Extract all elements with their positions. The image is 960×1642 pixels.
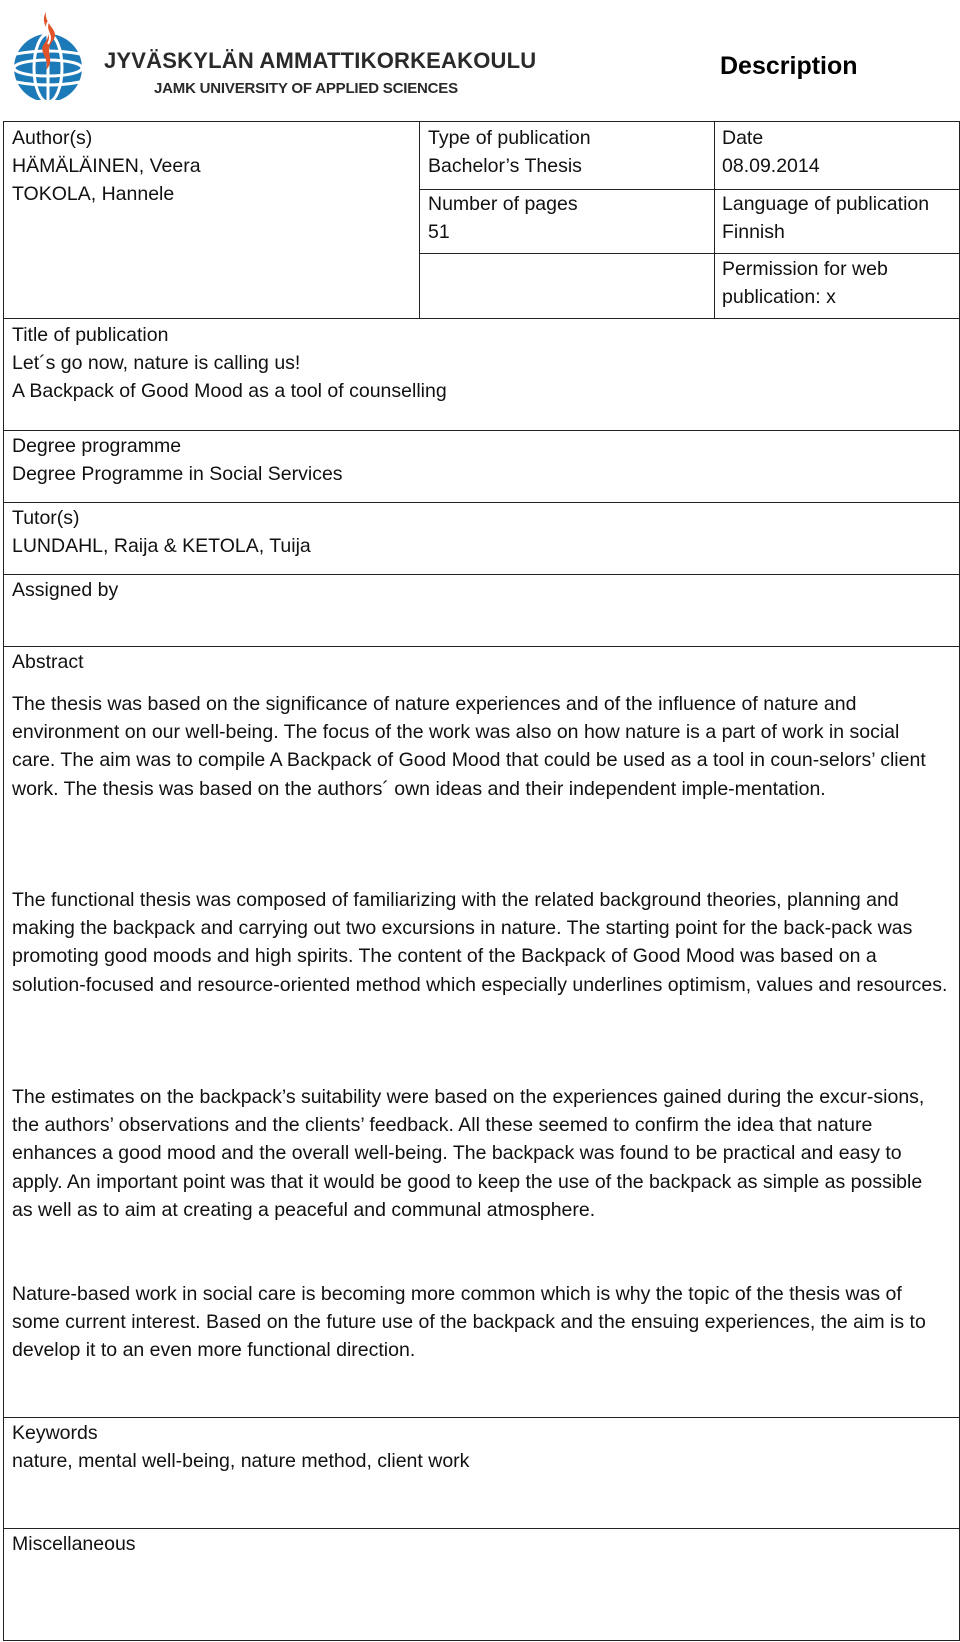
keywords-cell — [12, 1419, 469, 1475]
authors-cell — [12, 124, 201, 208]
date-label: Date — [722, 127, 764, 149]
pages-cell — [428, 190, 578, 246]
language-label: Language of publication — [722, 193, 930, 215]
permission-label-line2: publication: x — [722, 286, 836, 308]
degree-value: Degree Programme in Social Services — [12, 463, 343, 485]
title-line-2: A Backpack of Good Mood as a tool of counselling — [12, 380, 447, 402]
pages-value: 51 — [428, 221, 450, 243]
abstract-text-1: The thesis was based on the significance of nature experiences and of the influence of nature and environment on our well-being. The focus of the work was also on how nature is a part of work in social care. The aim was to compile A Backpack of Good Mood that could be used as a tool in coun-selors’ client work. The thesis was based on the authors´ own ideas and their independent imple-mentation. — [12, 693, 926, 800]
author-1: HÄMÄLÄINEN, Veera — [12, 155, 201, 177]
jamk-flame-globe-logo-icon — [8, 8, 100, 100]
date-cell — [722, 124, 820, 180]
title-label: Title of publication — [12, 324, 169, 346]
assigned-label: Assigned by — [12, 579, 119, 601]
organization-name: JYVÄSKYLÄN AMMATTIKORKEAKOULU — [104, 48, 537, 73]
permission-cell — [722, 255, 888, 311]
date-value: 08.09.2014 — [722, 155, 820, 177]
publication-type-cell — [428, 124, 591, 180]
document-title: Description — [720, 52, 858, 80]
language-cell — [722, 190, 929, 246]
pages-label: Number of pages — [428, 193, 578, 215]
assigned-cell — [12, 576, 118, 604]
abstract-label: Abstract — [12, 651, 84, 673]
authors-label: Author(s) — [12, 127, 93, 149]
degree-cell — [12, 432, 343, 488]
keywords-label: Keywords — [12, 1422, 98, 1444]
publication-type-value: Bachelor’s Thesis — [428, 155, 582, 177]
misc-label: Miscellaneous — [12, 1533, 136, 1555]
language-value: Finnish — [722, 221, 785, 243]
abstract-text-4: Nature-based work in social care is becoming more common which is why the topic of the thesis was of some current interest. Based on the future use of the backpack and the ensuing experiences, the aim is to develop it to an even more functional direction. — [12, 1283, 926, 1362]
abstract-paragraph-1 — [12, 690, 948, 803]
publication-type-label: Type of publication — [428, 127, 591, 149]
tutors-cell — [12, 504, 311, 560]
tutors-value: LUNDAHL, Raija & KETOLA, Tuija — [12, 535, 311, 557]
title-line-1: Let´s go now, nature is calling us! — [12, 352, 301, 374]
misc-cell — [12, 1530, 136, 1558]
tutors-label: Tutor(s) — [12, 507, 80, 529]
organization-name-english: JAMK UNIVERSITY OF APPLIED SCIENCES — [154, 80, 458, 97]
abstract-paragraph-4 — [12, 1280, 948, 1365]
abstract-paragraph-2 — [12, 886, 948, 999]
degree-label: Degree programme — [12, 435, 182, 457]
abstract-text-3: The estimates on the backpack’s suitability were based on the experiences gained during the excur-sions, the authors’ observations and the clients’ feedback. All these seemed to confirm the idea that nature enhances a good mood and the overall well-being. The backpack was found to be practical and easy to apply. An important point was that it would be good to keep the use of the backpack as simple as possible as well as to aim at creating a peaceful and communal atmosphere. — [12, 1086, 925, 1221]
keywords-value: nature, mental well-being, nature method, client work — [12, 1450, 470, 1472]
title-cell — [12, 321, 447, 405]
permission-label-line1: Permission for web — [722, 258, 888, 280]
abstract-paragraph-3 — [12, 1083, 948, 1224]
author-2: TOKOLA, Hannele — [12, 183, 175, 205]
abstract-text-2: The functional thesis was composed of familiarizing with the related background theories, planning and making the backpack and carrying out two excursions in nature. The starting point for the back-pack was promoting good moods and high spirits. The content of the Backpack of Good Mood was based on a solution-focused and resource-oriented method which especially underlines optimism, values and resources. — [12, 889, 948, 996]
